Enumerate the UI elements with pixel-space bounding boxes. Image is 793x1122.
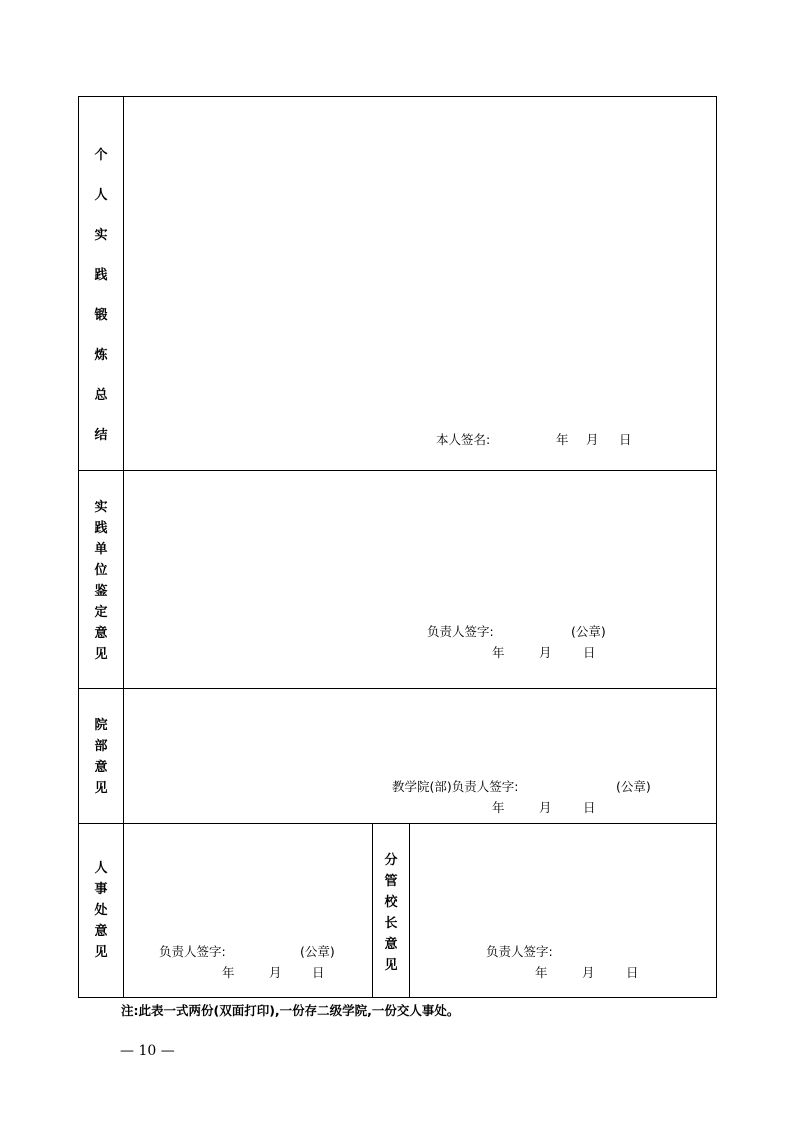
- label-char: 单: [94, 542, 108, 557]
- label-char: 锻: [94, 308, 108, 323]
- label-char: 院: [94, 718, 108, 733]
- hr-opinion-content-area[interactable]: [124, 824, 372, 997]
- page-number: — 10 —: [120, 1043, 175, 1059]
- hr-seal-label: (公章): [300, 944, 335, 959]
- hr-date-day: 日: [312, 965, 325, 980]
- label-char: 见: [94, 781, 108, 796]
- label-char: 定: [94, 605, 108, 620]
- table-border-bottom: [78, 997, 717, 998]
- college-opinion-content-area[interactable]: [124, 689, 716, 823]
- label-char: 长: [384, 916, 398, 931]
- unit-date-month: 月: [539, 645, 552, 660]
- footnote: 注:此表一式两份(双面打印),一份存二级学院,一份交人事处。: [121, 1003, 460, 1018]
- vp-opinion-content-area[interactable]: [410, 824, 716, 997]
- table-border-right: [716, 96, 717, 998]
- hr-date-year: 年: [222, 965, 235, 980]
- unit-date-day: 日: [583, 645, 596, 660]
- label-char: 人: [94, 188, 108, 203]
- hr-signature-label: 负责人签字:: [159, 944, 226, 959]
- college-date-month: 月: [539, 800, 552, 815]
- hr-opinion-label: [79, 858, 123, 963]
- hr-date-month: 月: [269, 965, 282, 980]
- college-signature-label: 教学院(部)负责人签字:: [392, 779, 519, 794]
- label-char: 事: [94, 882, 108, 897]
- label-char: 践: [94, 521, 108, 536]
- label-char: 管: [384, 874, 398, 889]
- label-char: 意: [94, 626, 108, 641]
- unit-seal-label: (公章): [571, 624, 606, 639]
- label-char: 位: [94, 563, 108, 578]
- college-opinion-label: [79, 715, 123, 799]
- vp-date-year: 年: [535, 965, 548, 980]
- summary-date-day: 日: [619, 432, 632, 447]
- summary-content-area[interactable]: [124, 97, 716, 470]
- unit-opinion-label: [79, 497, 123, 665]
- label-char: 实: [94, 228, 108, 243]
- label-char: 分: [384, 853, 398, 868]
- vp-signature-label: 负责人签字:: [486, 944, 553, 959]
- college-seal-label: (公章): [616, 779, 651, 794]
- college-date-day: 日: [583, 800, 596, 815]
- unit-date-year: 年: [492, 645, 505, 660]
- label-char: 炼: [94, 348, 108, 363]
- label-char: 校: [384, 895, 398, 910]
- label-char: 意: [94, 760, 108, 775]
- label-char: 鉴: [94, 584, 108, 599]
- label-char: 处: [94, 903, 108, 918]
- summary-date-year: 年: [556, 432, 569, 447]
- label-char: 个: [94, 148, 108, 163]
- label-char: 见: [94, 647, 108, 662]
- label-char: 总: [94, 388, 108, 403]
- label-char: 意: [94, 924, 108, 939]
- label-char: 见: [94, 945, 108, 960]
- unit-opinion-content-area[interactable]: [124, 471, 716, 688]
- label-char: 见: [384, 958, 398, 973]
- label-char: 践: [94, 268, 108, 283]
- vp-date-month: 月: [582, 965, 595, 980]
- summary-signature-label: 本人签名:: [436, 432, 491, 447]
- college-date-year: 年: [492, 800, 505, 815]
- summary-label: [79, 136, 123, 456]
- label-char: 部: [94, 739, 108, 754]
- unit-signature-label: 负责人签字:: [427, 624, 494, 639]
- vp-date-day: 日: [626, 965, 639, 980]
- label-char: 结: [94, 428, 108, 443]
- label-char: 人: [94, 861, 108, 876]
- label-char: 意: [384, 937, 398, 952]
- summary-date-month: 月: [586, 432, 599, 447]
- label-char: 实: [94, 500, 108, 515]
- vp-opinion-label: [373, 850, 409, 976]
